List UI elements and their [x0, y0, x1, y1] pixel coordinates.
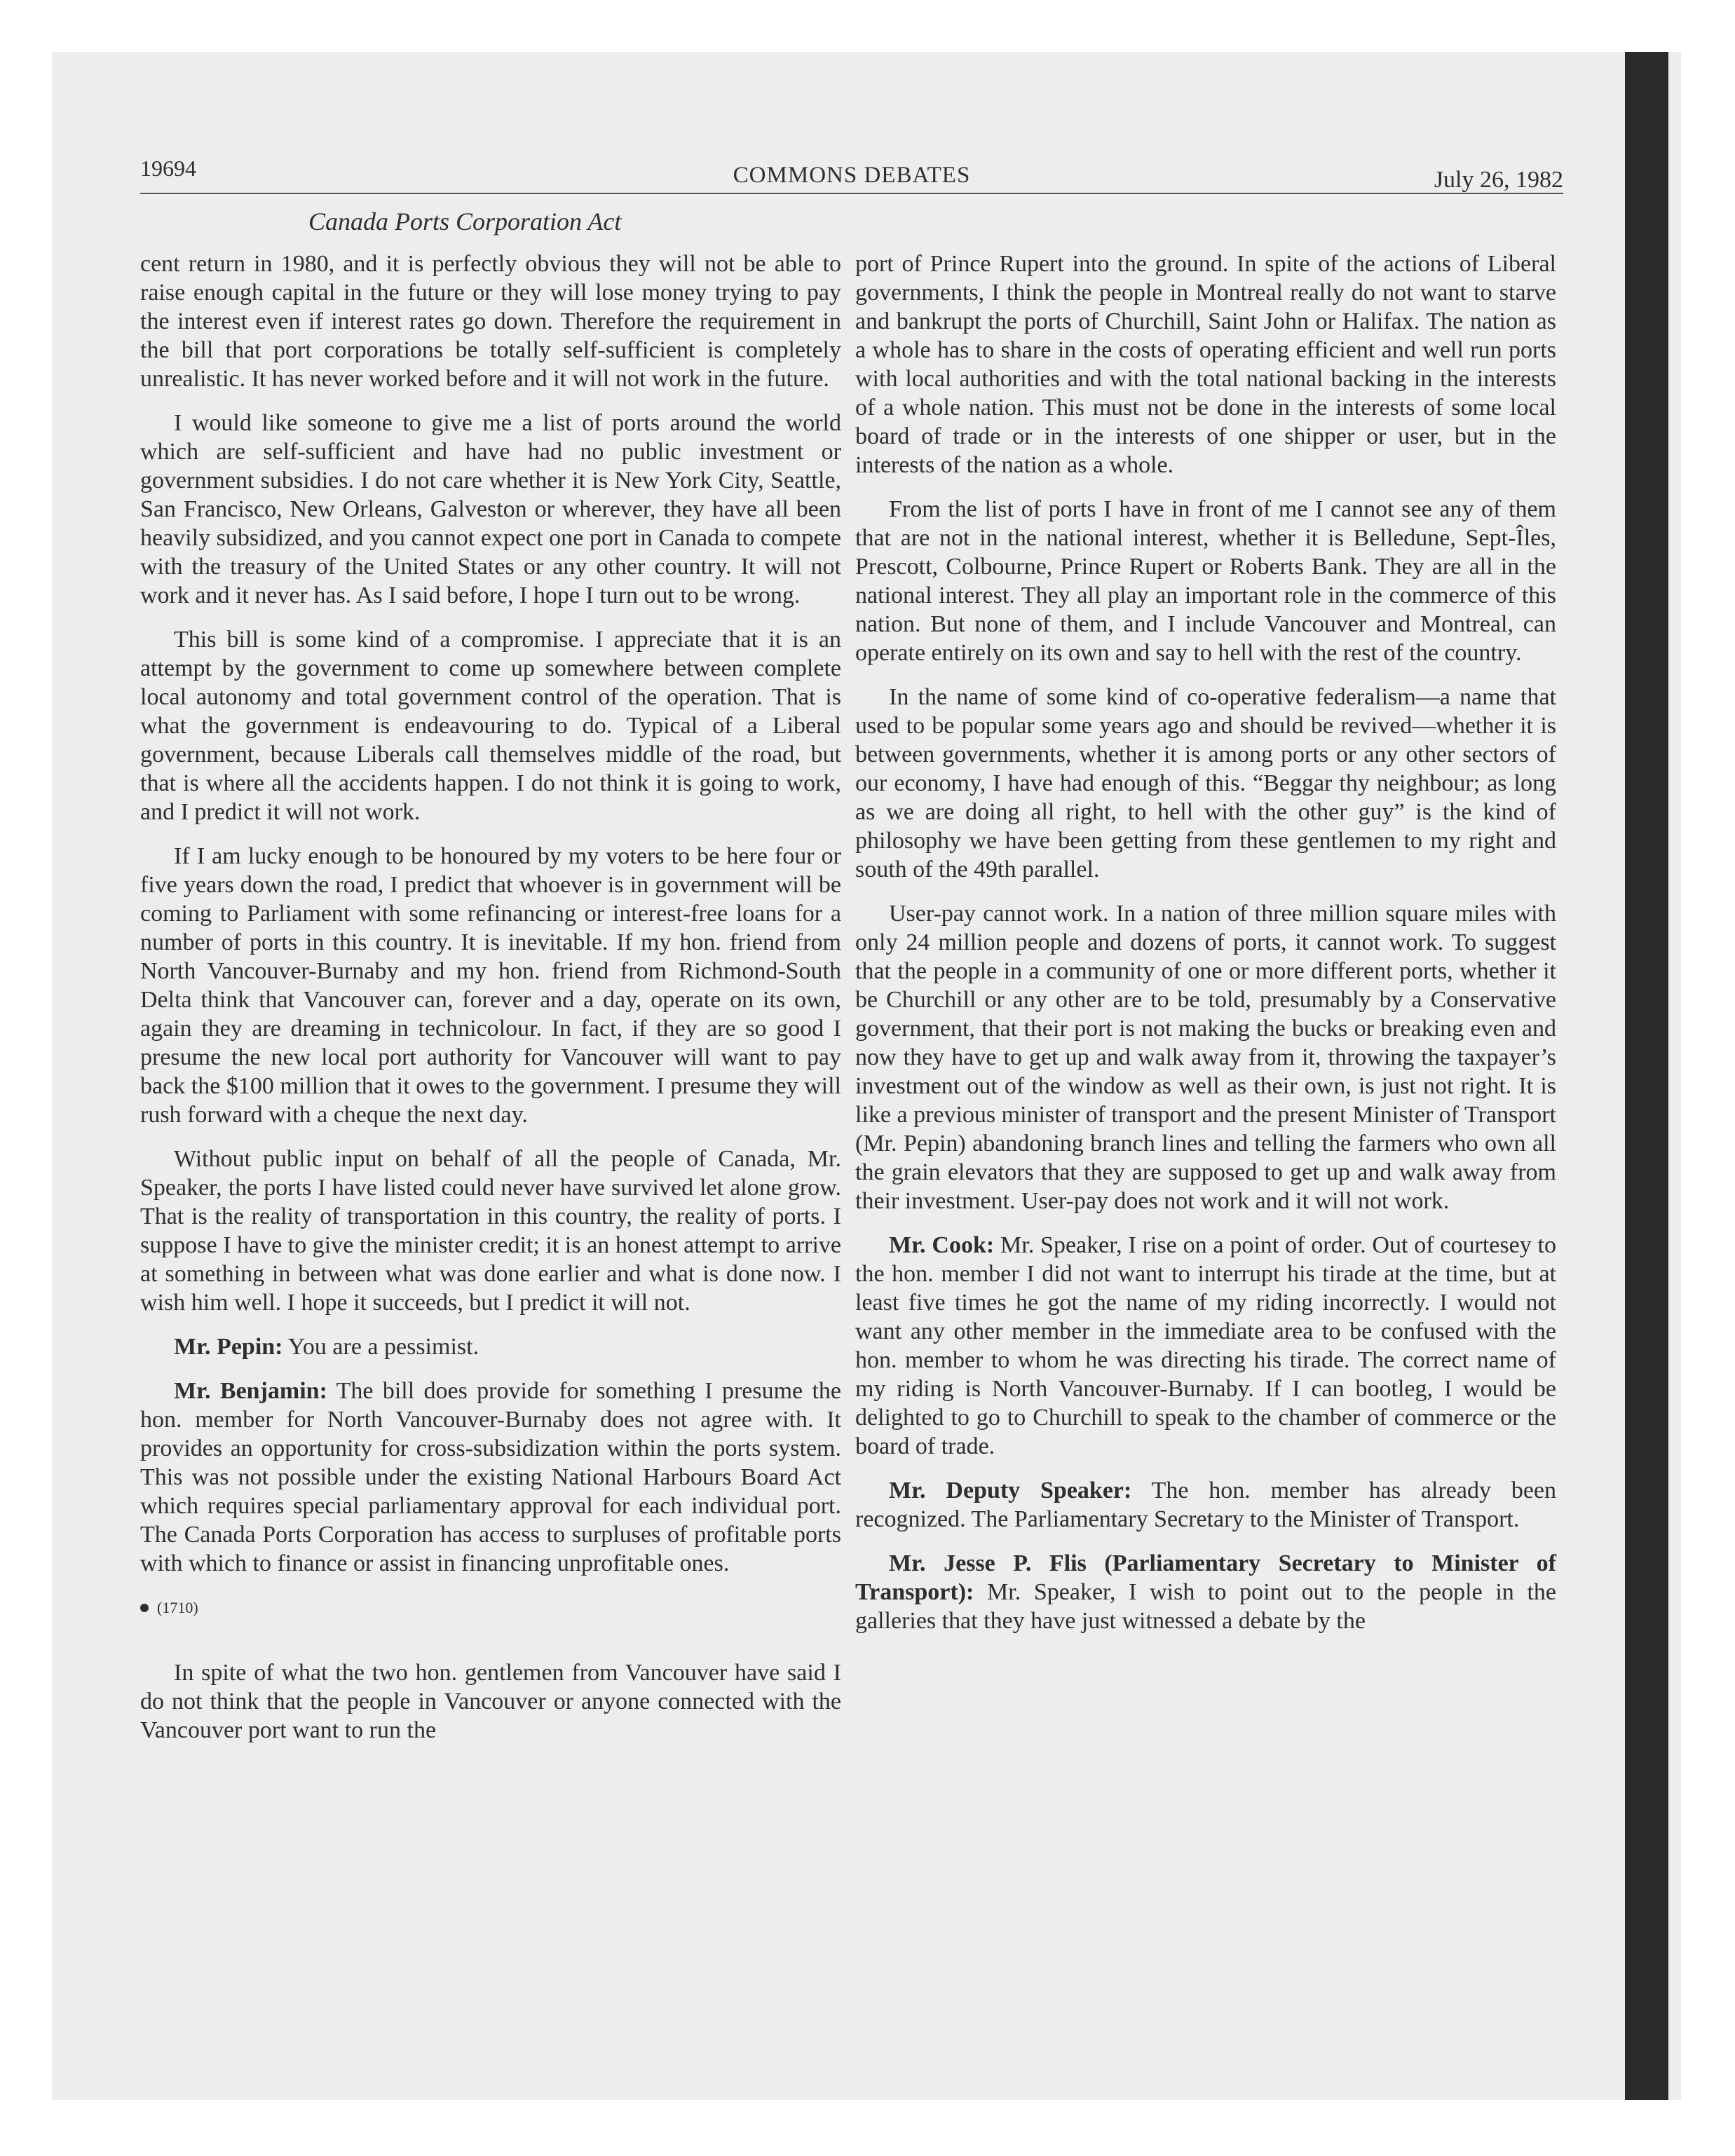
speaker-name: Mr. Deputy Speaker: — [889, 1478, 1132, 1503]
speaker-name: Mr. Pepin: — [174, 1334, 283, 1360]
paragraph: Without public input on behalf of all the people of Canada, Mr. Speaker, the ports I have listed could never have survived let alone grow. That is the reality of transportation in this country, the reality of ports. I suppose I have to give the minister credit; it is an honest attempt to arrive at something in between what was done earlier and what is done now. I wish him well. I hope it succeeds, but I predict it will not. — [140, 1146, 841, 1316]
header-rule — [140, 193, 1563, 194]
time-marker-text: (1710) — [157, 1599, 198, 1616]
bullet-icon — [140, 1604, 149, 1612]
speech-paragraph — [855, 1549, 1556, 1635]
page-number: 19694 — [140, 156, 196, 181]
paragraph: In spite of what the two hon. gentlemen from Vancouver have said I do not think that the people in Vancouver or anyone connected with the Vancouver port want to run the — [140, 1660, 841, 1743]
paragraph: In the name of some kind of co-operative federalism—a name that used to be popular some years ago and should be revived—whether it is between governments, whether it is among ports or any other sectors of our economy, I have had enough of this. “Beggar thy neighbour; as long as we are doing all right, to hell with the other guy” is the kind of philosophy we have been getting from these gentlemen to my right and south of the 49th parallel. — [855, 684, 1556, 882]
speech-paragraph — [855, 1476, 1556, 1534]
publication-title: COMMONS DEBATES — [733, 163, 971, 188]
speech-text: You are a pessimist. — [283, 1334, 479, 1360]
paragraph: cent return in 1980, and it is perfectly obvious they will not be able to raise enough capital in the future or they will lose money trying to pay the interest even if interest rates go down. Therefore the requirement in the bill that port corporations be totally self-sufficient is completely unrealistic. It has never worked before and it will not work in the future. — [140, 251, 841, 392]
speech-paragraph — [855, 1231, 1556, 1461]
paragraph: If I am lucky enough to be honoured by my voters to be here four or five years down the road, I predict that whoever is in government will be coming to Parliament with some refinancing or interest-free loans for a number of ports in this country. It is inevitable. If my hon. friend from North Vancouver-Burnaby and my hon. friend from Richmond-South Delta think that Vancouver can, forever and a day, operate on its own, again they are dreaming in technicolour. In fact, if they are so good I presume the new local port authority for Vancouver will want to pay back the $100 million that it owes to the government. I presume they will rush forward with a cheque the next day. — [140, 843, 841, 1128]
speech-paragraph — [140, 1332, 841, 1361]
time-marker — [140, 1593, 841, 1622]
left-column — [140, 250, 841, 1760]
running-subject: Canada Ports Corporation Act — [308, 207, 622, 236]
speech-text: The hon. member has already been recognized. The Parliamentary Secretary to the Minister of Transport. — [855, 1478, 1556, 1532]
right-column — [855, 250, 1556, 1651]
paragraph: port of Prince Rupert into the ground. In spite of the actions of Liberal governments, I think the people in Montreal really do not want to starve and bankrupt the ports of Churchill, Saint John or Halifax. The nation as a whole has to share in the costs of operating efficient and well run ports with local authorities and with the total national backing in the interests of a whole nation. This must not be done in the interests of some local board of trade or in the interests of one shipper or user, but in the interests of the nation as a whole. — [855, 251, 1556, 478]
paragraph: This bill is some kind of a compromise. I appreciate that it is an attempt by the government to come up somewhere between complete local autonomy and total government control of the operation. That is what the government is endeavouring to do. Typical of a Liberal government, because Liberals call themselves middle of the road, but that is where all the accidents happen. I do not think it is going to work, and I predict it will not work. — [140, 627, 841, 825]
paragraph: User-pay cannot work. In a nation of three million square miles with only 24 million people and dozens of ports, it cannot work. To suggest that the people in a community of one or more different ports, whether it be Churchill or any other are to be told, presumably by a Conservative government, that their port is not making the bucks or breaking even and now they have to get up and walk away from it, throwing the taxpayer’s investment out of the window as well as their own, is just not right. It is like a previous minister of transport and the present Minister of Transport (Mr. Pepin) abandoning branch lines and telling the farmers who own all the grain elevators that they are supposed to get up and walk away from their investment. User-pay does not work and it will not work. — [855, 901, 1556, 1214]
scan-edge-bar — [1625, 52, 1668, 2100]
speaker-name: Mr. Jesse P. Flis (Parliamentary Secretary to Minister of Transport): — [855, 1550, 1556, 1605]
page-date: July 26, 1982 — [1434, 167, 1563, 193]
paragraph: From the list of ports I have in front of me I cannot see any of them that are not in the national interest, whether it is Belledune, Sept-Îles, Prescott, Colbourne, Prince Rupert or Roberts Bank. They are all in the national interest. They all play an important role in the commerce of this nation. But none of them, and I include Vancouver and Montreal, can operate entirely on its own and say to hell with the rest of the country. — [855, 496, 1556, 666]
page-header — [140, 147, 1563, 203]
speaker-name: Mr. Cook: — [889, 1232, 995, 1258]
speech-paragraph — [140, 1377, 841, 1578]
speech-text: Mr. Speaker, I wish to point out to the people in the galleries that they have just witnessed a debate by the — [855, 1579, 1556, 1634]
paragraph: I would like someone to give me a list of ports around the world which are self-sufficient and have had no public investment or government subsidies. I do not care whether it is New York City, Seattle, San Francisco, New Orleans, Galveston or wherever, they have all been heavily subsidized, and you cannot expect one port in Canada to compete with the treasury of the United States or any other country. It will not work and it never has. As I said before, I hope I turn out to be wrong. — [140, 410, 841, 608]
speech-text: Mr. Speaker, I rise on a point of order. Out of courtesey to the hon. member I did not want to interrupt his tirade at the time, but at least five times he got the name of my riding incorrectly. I would not want any other member in the immediate area to be confused with the hon. member to whom he was directing his tirade. The correct name of my riding is North Vancouver-Burnaby. If I can bootleg, I would be delighted to go to Churchill to speak to the chamber of commerce or the board of trade. — [855, 1232, 1556, 1459]
speaker-name: Mr. Benjamin: — [174, 1378, 327, 1404]
speech-text: The bill does provide for something I presume the hon. member for North Vancouver-Burnaby does not agree with. It provides an opportunity for cross-subsidization within the ports system. This was not possible under the existing National Harbours Board Act which requires special parliamentary approval for each individual port. The Canada Ports Corporation has access to surpluses of profitable ports with which to finance or assist in financing unprofitable ones. — [140, 1378, 841, 1576]
